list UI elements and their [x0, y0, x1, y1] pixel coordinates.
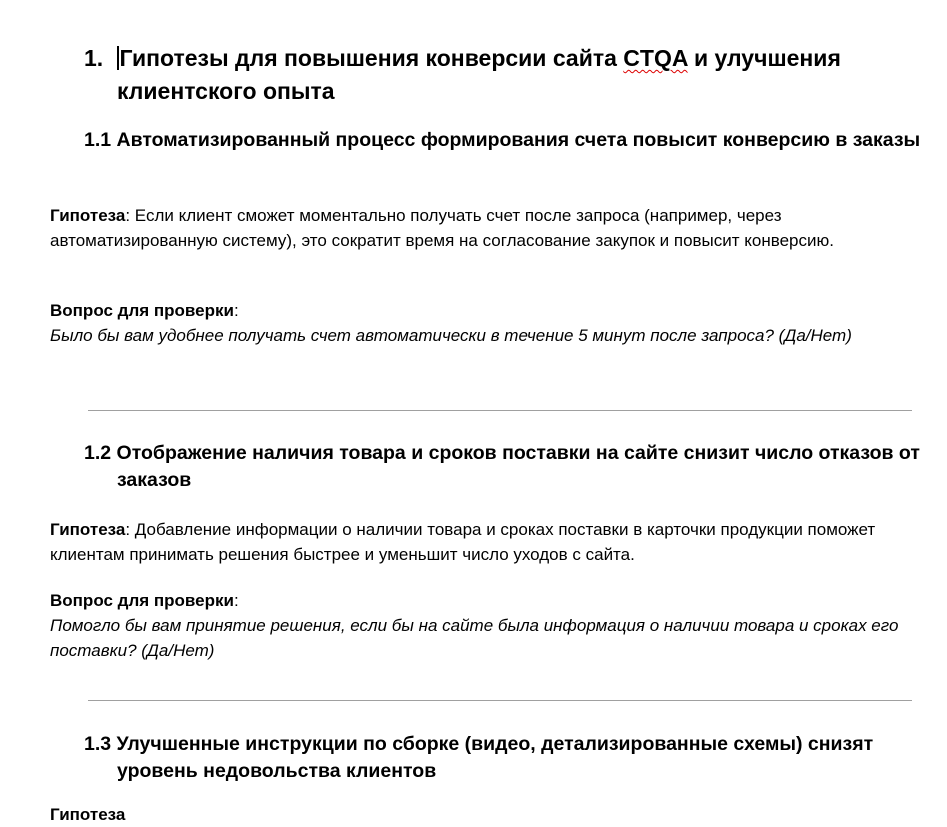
question-text: Было бы вам удобнее получать счет автоматически в течение 5 минут после запроса? (Да/Нет): [50, 326, 852, 345]
hypothesis-paragraph: [50, 517, 930, 567]
title-text-end: и улучшения клиентского опыта: [117, 45, 841, 104]
hypothesis-paragraph: [50, 802, 930, 827]
text-cursor: [117, 46, 119, 70]
document-title[interactable]: [84, 42, 934, 108]
horizontal-rule: [88, 410, 912, 411]
hypothesis-label: Гипотеза: [50, 520, 126, 539]
question-label: Вопрос для проверки: [50, 591, 234, 610]
hypothesis-label: Гипотеза: [50, 206, 126, 225]
hypothesis-paragraph: [50, 203, 930, 253]
question-text: Помогло бы вам принятие решения, если бы на сайте была информация о наличии товара и сроках его поставки? (Да/Нет): [50, 616, 899, 660]
hypothesis-label: Гипотеза: [50, 805, 126, 824]
hypothesis-text: : Если клиент сможет моментально получать счет после запроса (например, через автоматизированную систему), это сократит время на согласование закупок и повысит конверсию.: [50, 206, 834, 250]
colon: :: [233, 301, 239, 320]
misspelled-word[interactable]: CTQA: [623, 45, 688, 71]
section-heading: 1.3 Улучшенные инструкции по сборке (видео, детализированные схемы) снизят уровень недовольства клиентов: [84, 733, 874, 782]
question-label-line: [50, 588, 930, 613]
list-number: 1.: [84, 45, 104, 71]
title-text: Гипотезы для повышения конверсии сайта: [119, 45, 624, 71]
horizontal-rule: [88, 700, 912, 701]
hypothesis-text: : Добавление информации о наличии товара и сроках поставки в карточки продукции поможет клиентам принимать решения быстрее и уменьшит число уходов с сайта.: [50, 520, 876, 564]
question-label: Вопрос для проверки: [50, 301, 234, 320]
section-heading: 1.2 Отображение наличия товара и сроков поставки на сайте снизит число отказов от заказов: [84, 442, 920, 491]
question-label-line: [50, 298, 930, 323]
colon: :: [233, 591, 239, 610]
section-heading: 1.1 Автоматизированный процесс формирования счета повысит конверсию в заказы: [84, 129, 921, 151]
